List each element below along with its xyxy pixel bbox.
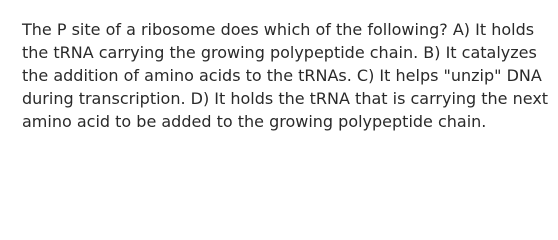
question-text: The P site of a ribosome does which of the following? A) It holds the tRNA carrying the growing polypeptide chain. B) It catalyzes the addition of amino acids to the tRNAs. C) It helps "unzip" DNA during transcription. D) It holds the tRNA that is carrying the next amino acid to be added to the growing polypeptide chain. bbox=[22, 20, 549, 131]
